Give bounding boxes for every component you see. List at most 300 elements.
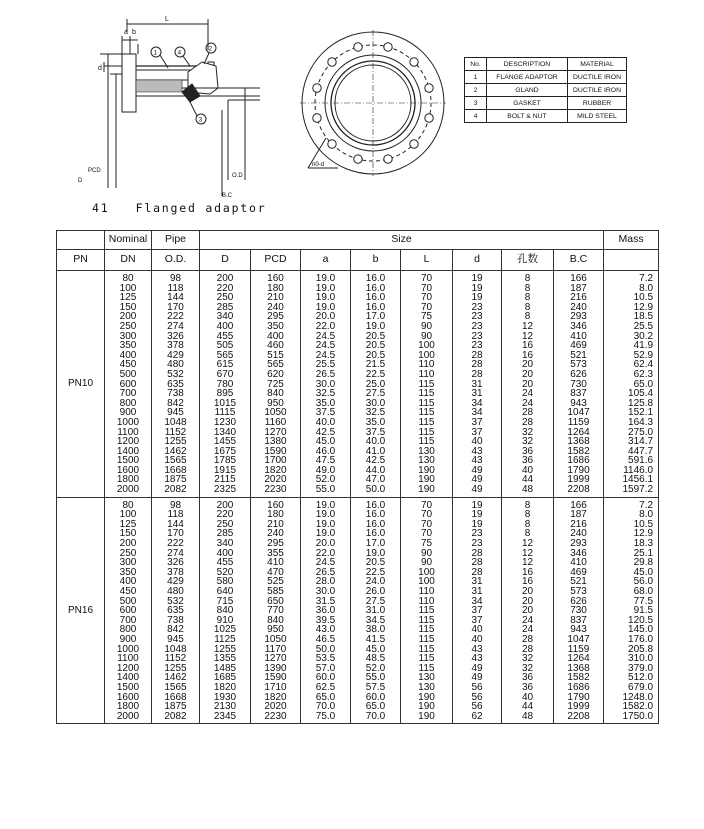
cell-L: 190 [418,691,435,703]
cell-bc: 573 [570,359,587,371]
cell-pcd: 355 [267,547,284,559]
cell-L: 70 [420,282,433,294]
cell-dn: 400 [119,349,137,361]
cell-D: 2115 [214,474,236,486]
column-L [401,271,453,498]
cell-bc: 1790 [567,464,590,476]
cell-pcd: 1160 [264,416,287,428]
cell-dn: 200 [119,538,137,550]
header-D: D [200,250,251,271]
cell-L: 90 [420,320,433,332]
cell-hole-count: 16 [521,340,534,352]
cell-d: 28 [471,349,483,361]
cell-pcd: 650 [267,595,284,607]
cell-bc: 837 [570,388,587,400]
bolt-hole [384,155,392,163]
cell-dn: 150 [119,528,137,540]
cell-L: 90 [420,330,433,342]
cell-pcd: 1050 [264,633,287,645]
cell-D: 250 [216,292,234,304]
cell-hole-count: 36 [521,445,534,457]
cell-dn: 400 [119,576,137,588]
cell-a: 28.0 [315,576,336,588]
parts-no-cell: 1 [465,71,487,84]
cell-D: 220 [216,509,234,521]
cell-d: 62 [471,710,483,722]
header-bc: B.C [554,250,604,271]
cell-b: 27.5 [365,595,386,607]
cell-mass: 7.2 [639,273,654,284]
cell-d: 49 [471,672,483,684]
cell-od: 842 [167,624,184,636]
cell-hole-count: 24 [521,624,534,636]
column-b [351,497,401,724]
cell-bc: 469 [570,566,587,578]
cell-od: 2082 [164,710,187,722]
callout-1: 1 [153,49,158,57]
cell-L: 70 [420,509,433,521]
cell-bc: 469 [570,340,587,352]
cell-D: 1915 [213,464,237,476]
cell-hole-count: 32 [521,662,534,674]
dim-d-label: d [98,65,102,72]
cell-d: 28 [471,566,483,578]
cell-hole-count: 8 [524,528,531,540]
cell-pcd: 210 [267,518,284,530]
specification-table [56,230,659,724]
cell-d: 28 [471,547,483,559]
cell-hole-count: 12 [521,538,534,550]
cell-D: 1685 [213,672,237,684]
cell-od: 1048 [164,643,187,655]
cell-a: 26.5 [315,368,336,380]
cell-b: 41.0 [365,445,386,457]
cell-mass: 29.8 [633,557,654,569]
cell-pcd: 950 [267,397,284,409]
cell-a: 19.0 [315,509,336,521]
bolt-hole [410,58,418,66]
cell-b: 16.0 [365,292,386,304]
cell-hole-count: 16 [521,576,534,588]
cell-D: 1340 [213,426,237,438]
parts-description-cell: GLAND [487,84,568,97]
cell-pcd: 1710 [264,681,287,693]
cell-bc: 943 [570,624,587,636]
cell-d: 19 [471,292,483,304]
cell-mass: 591.6 [628,455,654,467]
cell-a: 70.0 [315,701,336,713]
parts-row [465,97,627,110]
cell-od: 1152 [164,653,187,665]
cell-b: 34.5 [365,614,386,626]
dim-b-label: b [132,29,136,36]
cell-hole-count: 32 [521,426,534,438]
cell-mass: 1146.0 [623,464,654,476]
cell-mass: 30.2 [633,330,654,342]
cell-a: 50.0 [315,643,336,655]
cell-dn: 1200 [116,436,140,448]
cell-hole-count: 36 [521,455,534,467]
cell-mass: 1248.0 [622,691,654,703]
cell-b: 25.0 [365,378,386,390]
cell-pcd: 1380 [264,436,287,448]
parts-no-cell: 2 [465,84,487,97]
cell-hole-count: 16 [521,349,534,361]
cell-d: 49 [471,474,483,486]
cell-a: 43.0 [315,624,336,636]
cell-d: 49 [471,464,483,476]
cell-pcd: 620 [267,368,284,380]
cell-b: 26.0 [365,586,386,597]
cell-pcd: 160 [267,273,284,284]
cell-hole-count: 8 [524,499,531,511]
cell-bc: 1582 [567,445,590,457]
cell-mass: 275.0 [628,426,654,438]
cell-pcd: 470 [267,566,284,578]
cell-od: 170 [167,301,184,313]
cell-pcd: 1590 [264,445,287,457]
cell-mass: 1456.1 [622,474,654,486]
cell-bc: 240 [570,301,587,313]
cell-pcd: 1590 [264,672,287,684]
cell-D: 1115 [214,407,236,419]
cell-dn: 125 [119,518,137,530]
parts-row [465,84,627,97]
cell-pcd: 400 [267,330,284,342]
caption-number: 41 [92,201,110,215]
cell-hole-count: 28 [521,407,534,419]
cell-b: 16.0 [365,273,386,284]
cell-od: 378 [167,566,184,578]
cell-od: 378 [167,340,184,352]
cell-od: 118 [167,509,184,521]
cell-mass: 1597.2 [622,484,654,496]
cell-b: 47.0 [365,474,386,486]
dim-PCD-label: PCD [88,168,101,174]
cell-bc: 1368 [567,436,590,448]
cell-od: 274 [167,547,184,559]
cell-hole-count: 28 [521,633,534,645]
cell-D: 670 [216,368,234,380]
pn-label: PN10 [57,271,105,498]
cell-b: 16.0 [365,499,386,511]
cell-mass: 679.0 [628,681,654,693]
cell-hole-count: 48 [521,484,534,496]
cell-pcd: 515 [267,349,284,361]
cell-L: 130 [418,455,435,467]
cell-d: 31 [471,586,483,597]
cell-D: 580 [216,576,234,588]
cell-a: 52.0 [315,474,336,486]
cell-b: 35.0 [365,416,386,428]
cell-bc: 240 [570,528,587,540]
cell-od: 842 [167,397,184,409]
cell-b: 42.5 [365,455,386,467]
cell-bc: 1159 [567,416,590,428]
cell-bc: 216 [570,292,587,304]
cell-b: 50.0 [365,484,386,496]
cell-b: 20.5 [365,330,386,342]
dim-a-label: a [124,29,128,36]
cell-dn: 100 [119,509,137,521]
cell-mass: 45.0 [633,566,654,578]
parts-material-cell: RUBBER [568,97,627,110]
column-D [200,497,251,724]
cell-a: 20.0 [315,538,336,550]
cell-mass: 41.9 [633,340,654,352]
cell-L: 110 [418,359,435,371]
cell-hole-count: 20 [521,586,534,597]
cell-dn: 800 [119,397,137,409]
cell-b: 22.5 [365,368,386,380]
cell-D: 1675 [213,445,237,457]
cell-a: 49.0 [315,464,336,476]
dim-BC-label: B.C [222,193,233,199]
cell-pcd: 770 [267,605,284,617]
cell-L: 100 [418,576,435,588]
flange-front-view [298,28,448,178]
cell-mass: 205.8 [628,643,654,655]
cell-hole-count: 40 [521,464,534,476]
cell-a: 35.0 [315,397,336,409]
header-mass: Mass [604,231,659,250]
cell-D: 1255 [213,643,237,655]
cell-a: 42.5 [315,426,336,438]
cell-mass: 176.0 [628,633,654,645]
cell-hole-count: 20 [521,368,534,380]
cell-bc: 1368 [567,662,590,674]
cell-od: 1255 [164,436,187,448]
cell-a: 30.0 [315,586,336,597]
cell-hole-count: 28 [521,416,534,428]
cell-d: 28 [471,359,483,371]
cell-L: 115 [418,416,435,428]
cell-b: 31.0 [365,605,386,617]
column-bc [554,497,604,724]
cell-pcd: 2020 [264,474,287,486]
cell-L: 190 [418,464,435,476]
technical-drawing [0,0,704,230]
cell-d: 23 [471,538,483,550]
cell-d: 23 [471,311,483,323]
parts-row [465,110,627,123]
cell-pcd: 1390 [264,662,287,674]
cell-hole-count: 20 [521,378,534,390]
cell-L: 130 [418,681,435,693]
cell-pcd: 840 [267,614,284,626]
cell-L: 70 [420,273,433,284]
cell-D: 1455 [213,436,237,448]
callout-2: 2 [208,45,213,53]
cell-d: 34 [471,397,483,409]
cell-D: 455 [216,557,234,569]
cell-bc: 293 [570,538,587,550]
cell-b: 40.0 [365,436,386,448]
cell-hole-count: 20 [521,605,534,617]
cell-hole-count: 36 [521,681,534,693]
cell-a: 22.0 [315,547,336,559]
cell-mass: 77.5 [633,595,654,607]
header-row-1 [57,231,659,250]
column-d [453,497,502,724]
cell-bc: 1686 [567,455,590,467]
cell-L: 115 [418,633,435,645]
cell-bc: 1790 [567,691,590,703]
cell-bc: 1582 [567,672,590,684]
dim-OD-label: O.D [232,173,243,179]
cell-L: 190 [418,701,435,713]
cell-d: 19 [471,499,483,511]
cell-d: 34 [471,407,483,419]
cell-b: 21.5 [365,359,386,371]
cell-D: 910 [216,614,234,626]
cell-dn: 450 [119,359,137,371]
cell-L: 75 [420,311,433,323]
cell-d: 40 [471,624,483,636]
cell-pcd: 725 [267,378,284,390]
header-pcd: PCD [251,250,301,271]
cell-od: 1565 [164,455,187,467]
cell-b: 30.0 [365,397,386,409]
column-pcd [251,497,301,724]
cell-dn: 800 [119,624,137,636]
cell-D: 520 [216,566,234,578]
cell-dn: 300 [119,557,137,569]
cell-pcd: 180 [267,509,284,521]
cell-L: 115 [418,662,435,674]
cell-d: 56 [471,691,483,703]
cell-a: 75.0 [315,710,336,722]
cell-mass: 314.7 [628,436,654,448]
cell-a: 19.0 [315,301,336,313]
cell-mass: 91.5 [633,605,654,617]
cell-a: 65.0 [315,691,336,703]
cell-d: 37 [471,426,483,438]
cell-od: 532 [167,595,184,607]
cell-od: 144 [167,518,184,530]
cell-hole-count: 12 [521,320,534,332]
cell-pcd: 1270 [264,426,287,438]
cell-hole-count: 20 [521,359,534,371]
cell-L: 115 [418,605,435,617]
cell-d: 34 [471,595,483,607]
cell-mass: 65.0 [633,378,654,390]
cell-a: 62.5 [315,681,336,693]
cell-hole-count: 44 [521,701,534,713]
cell-d: 19 [471,509,483,521]
cell-mass: 1750.0 [622,710,654,722]
header-L: L [401,250,453,271]
cell-od: 635 [167,605,184,617]
parts-description-cell: GASKET [487,97,568,110]
cell-a: 19.0 [315,499,336,511]
cell-D: 2325 [213,484,237,496]
cell-dn: 300 [119,330,137,342]
cell-mass: 1582.0 [622,701,654,713]
cell-L: 110 [418,368,435,380]
cell-mass: 12.9 [633,528,654,540]
cell-L: 115 [418,614,435,626]
cell-a: 22.0 [315,320,336,332]
cell-bc: 166 [570,273,587,284]
cell-bc: 626 [570,595,587,607]
cell-d: 43 [471,445,483,457]
cell-D: 505 [216,340,234,352]
cell-a: 24.5 [315,349,336,361]
cell-dn: 80 [122,499,134,511]
parts-material-cell: DUCTILE IRON [568,71,627,84]
cell-bc: 1264 [567,426,590,438]
cell-d: 23 [471,330,483,342]
cell-mass: 18.5 [633,311,654,323]
cell-D: 2345 [213,710,237,722]
cell-od: 1668 [164,464,187,476]
cell-mass: 25.1 [633,547,654,559]
cell-hole-count: 8 [524,301,531,313]
cell-dn: 1200 [116,662,140,674]
cell-pcd: 1820 [264,691,287,703]
cell-dn: 350 [119,566,137,578]
cell-D: 1485 [213,662,237,674]
cell-od: 222 [167,538,184,550]
cell-D: 840 [216,605,234,617]
column-hole-count [502,497,554,724]
cell-L: 115 [418,653,435,665]
cell-b: 20.5 [365,349,386,361]
cell-L: 70 [420,499,433,511]
cell-bc: 293 [570,311,587,323]
cell-d: 40 [471,633,483,645]
cell-D: 1785 [213,455,237,467]
cell-a: 24.5 [315,330,336,342]
side-section-view [70,10,270,200]
header-od: O.D. [152,250,200,271]
cell-D: 340 [216,311,234,323]
cell-a: 19.0 [315,518,336,530]
cell-d: 31 [471,378,483,390]
cell-hole-count: 8 [524,311,531,323]
column-dn [105,497,152,724]
cell-bc: 1047 [567,633,590,645]
cell-mass: 62.4 [633,359,654,371]
cell-od: 1565 [164,681,187,693]
cell-d: 56 [471,681,483,693]
cell-mass: 10.5 [633,292,654,304]
cell-od: 222 [167,311,184,323]
cell-bc: 573 [570,586,587,597]
header-row-2 [57,250,659,271]
bolt-hole [384,43,392,51]
cell-bc: 346 [570,320,587,332]
cell-od: 1875 [164,474,187,486]
cell-b: 32.5 [365,407,386,419]
cell-dn: 1500 [116,455,140,467]
cell-D: 1930 [213,691,237,703]
cell-hole-count: 8 [524,518,531,530]
cell-d: 28 [471,368,483,380]
cell-L: 110 [418,595,435,607]
cell-pcd: 410 [267,557,284,569]
cell-D: 780 [216,378,234,390]
cell-bc: 1999 [567,701,590,713]
cell-od: 98 [169,499,182,511]
cell-bc: 1999 [567,474,590,486]
cell-L: 190 [418,484,435,496]
cell-dn: 1100 [117,653,139,665]
header-nominal: Nominal [105,231,152,250]
cell-od: 429 [167,349,184,361]
cell-a: 36.0 [315,605,336,617]
